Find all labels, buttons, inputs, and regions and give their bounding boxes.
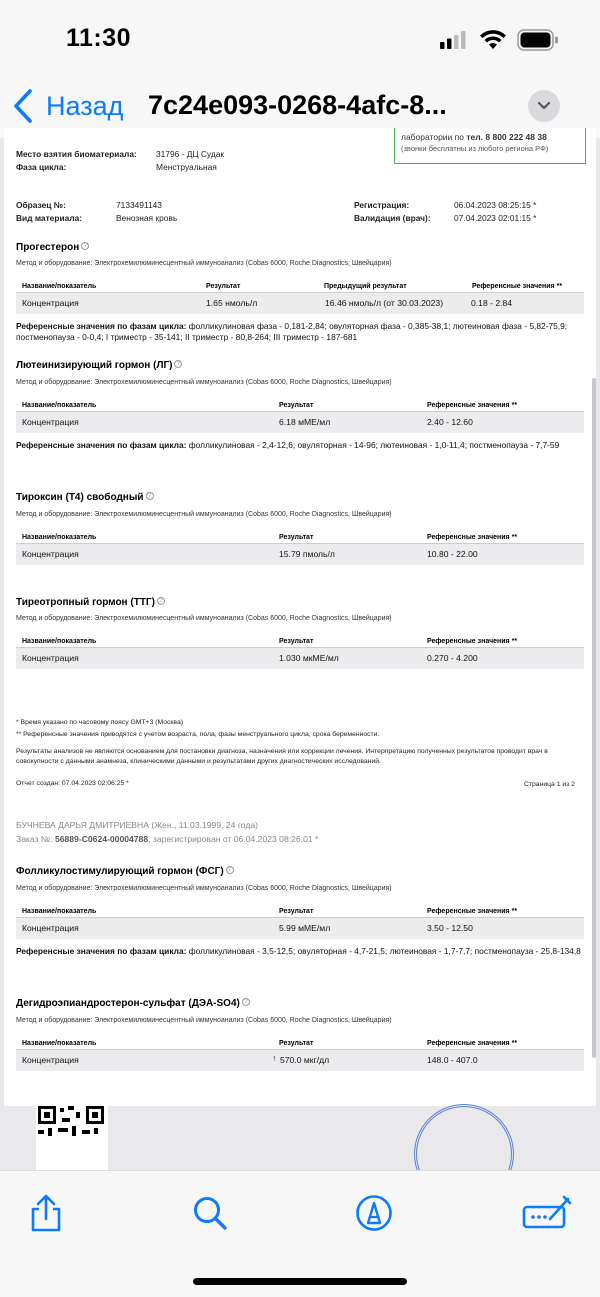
- scrollbar[interactable]: [592, 378, 596, 1058]
- cellular-signal-icon: [440, 31, 466, 49]
- ref-label: Референсные значения по фазам цикла:: [16, 946, 187, 956]
- home-indicator[interactable]: [193, 1278, 407, 1285]
- table-header: Результат: [279, 638, 314, 645]
- validation-label: Валидация (врач):: [354, 213, 431, 223]
- table-header: Референсные значения **: [427, 1040, 518, 1047]
- contact-box: [394, 128, 586, 164]
- chevron-left-icon: [12, 88, 34, 124]
- help-icon[interactable]: ?: [146, 492, 154, 500]
- cell-reference: 3.50 - 12.50: [427, 923, 473, 933]
- ref-text: фолликулиновая - 3,5-12,5; овуляторная - 4,7-21,5; лютеиновая - 1,7-7,7; постменопауза - 25,8-134,8: [188, 946, 581, 956]
- validation-value: 07.04.2023 02:01:15 *: [454, 213, 537, 223]
- cell-result: 15.79 пмоль/л: [279, 549, 335, 559]
- table-header: Референсные значения **: [472, 283, 563, 290]
- cell-previous: 16.46 нмоль/л (от 30.03.2023): [325, 298, 444, 308]
- progesterone-method: Метод и оборудование: Электрохемилюминесцентный иммуноанализ (Cobas 6000, Roche Diagnostics, Швейцария): [16, 260, 392, 267]
- table-header: Название/показатель: [22, 1040, 97, 1047]
- tsh-title: [16, 597, 165, 608]
- contact-line-2: (звонки бесплатны из любого региона РФ): [401, 144, 549, 153]
- patient-info: БУЧНЕВА ДАРЬЯ ДМИТРИЕВНА (Жен., 11.03.1999, 24 года): [16, 820, 259, 830]
- cell-name: Концентрация: [22, 653, 79, 663]
- t4-title: [16, 492, 154, 503]
- cell-result: 1.65 нмоль/л: [206, 298, 258, 308]
- cell-result: 570.0 мкг/дл: [280, 1055, 330, 1065]
- table-row: [16, 648, 584, 669]
- lh-ref-note: [16, 440, 581, 451]
- cell-reference: 148.0 - 407.0: [427, 1055, 478, 1065]
- report-created: Отчет создан: 07.04.2023 02:06:25 *: [16, 780, 129, 787]
- registration-label: Регистрация:: [354, 200, 410, 210]
- lh-title: [16, 360, 182, 371]
- cell-reference: 2.40 - 12.60: [427, 417, 473, 427]
- page-number: Страница 1 из 2: [524, 781, 575, 788]
- table-header: Название/показатель: [22, 402, 97, 409]
- table-header: Предыдущий результат: [324, 283, 407, 290]
- back-button[interactable]: [12, 86, 123, 126]
- cycle-phase-label: Фаза цикла:: [16, 162, 67, 172]
- order-pre: Заказ №:: [16, 834, 55, 844]
- document-viewer[interactable]: [0, 132, 600, 1170]
- sample-value: 7133491143: [116, 200, 162, 210]
- footnote-reference: ** Референсные значения приводятся с учетом возраста, пола, фазы менструального цикла, срока беременности.: [16, 731, 380, 738]
- signature-icon[interactable]: [522, 1193, 572, 1233]
- order-info: [16, 834, 318, 844]
- contact-pre: лаборатории по: [401, 132, 467, 142]
- table-row: [16, 412, 584, 433]
- progesterone-ref-note: [16, 321, 581, 343]
- battery-icon: [517, 29, 559, 51]
- table-header: Название/показатель: [22, 534, 97, 541]
- table-header: Референсные значения **: [427, 402, 518, 409]
- table-header: Референсные значения **: [427, 534, 518, 541]
- ref-label: Референсные значения по фазам цикла:: [16, 440, 187, 450]
- progesterone-title-text: Прогестерон: [16, 242, 80, 253]
- footnote-timezone: * Время указано по часовому поясу GMT+3 (Москва): [16, 719, 183, 726]
- document-title[interactable]: 7c24e093-0268-4afc-8...: [148, 90, 447, 120]
- wifi-icon: [479, 28, 507, 50]
- cycle-phase-value: Менструальная: [156, 162, 217, 172]
- ref-text: фолликулиновая фаза - 0,181-2,84; овуляторная фаза - 0,385-38,1; лютеиновая фаза - 5,82-75,9; постменопауза - 0-0,4; I триместр - 35-141; II триместр - 80,8-264; III триместр - 187-681: [16, 321, 568, 342]
- status-bar: [0, 0, 600, 82]
- fsh-title: [16, 866, 234, 877]
- table-header: Результат: [279, 534, 314, 541]
- arrow-up-icon: ↑: [272, 1053, 277, 1063]
- fsh-title-text: Фолликулостимулирующий гормон (ФСГ): [16, 866, 224, 877]
- t4-title-text: Тироксин (Т4) свободный: [16, 492, 144, 503]
- fsh-ref-note: [16, 946, 581, 957]
- table-header: Результат: [279, 402, 314, 409]
- dhea-title-text: Дегидроэпиандростерон-сульфат (ДЭА-SO4): [16, 998, 240, 1009]
- table-header: Результат: [279, 908, 314, 915]
- sample-label: Образец №:: [16, 200, 66, 210]
- title-menu-button[interactable]: [528, 90, 560, 122]
- status-time: 11:30: [66, 24, 132, 52]
- help-icon[interactable]: ?: [226, 866, 234, 874]
- order-number: 56889-C0624-00004788: [54, 834, 149, 844]
- table-header: Референсные значения **: [427, 638, 518, 645]
- qr-code-icon: [36, 1104, 108, 1176]
- footnote-disclaimer: Результаты анализов не являются основанием для постановки диагноза, назначения или коррекции лечения. Интерпретацию полученных результатов проводит врач в совокупности с данными анамнеза, клиническими данными и результатами других диагностических исследований.: [16, 748, 548, 765]
- cell-reference: 10.80 - 22.00: [427, 549, 478, 559]
- dhea-title: [16, 998, 250, 1009]
- pdf-page-2: [4, 806, 596, 1106]
- cell-name: Концентрация: [22, 923, 79, 933]
- search-icon[interactable]: [190, 1193, 230, 1233]
- table-header: Результат: [279, 1040, 314, 1047]
- help-icon[interactable]: ?: [242, 998, 250, 1006]
- cell-result: 6.18 мМЕ/мл: [279, 417, 331, 427]
- registration-value: 06.04.2023 08:25:15 *: [454, 200, 537, 210]
- cell-reference: 0.270 - 4.200: [427, 653, 478, 663]
- ref-label: Референсные значения по фазам цикла:: [16, 321, 187, 331]
- progesterone-title: [16, 242, 89, 253]
- tsh-method: Метод и оборудование: Электрохемилюминесцентный иммуноанализ (Cobas 6000, Roche Diagnostics, Швейцария): [16, 615, 392, 622]
- lh-title-text: Лютеинизирующий гормон (ЛГ): [16, 360, 173, 371]
- table-row: [16, 918, 584, 939]
- help-icon[interactable]: ?: [157, 597, 165, 605]
- biomaterial-site-label: Место взятия биоматериала:: [16, 149, 137, 159]
- table-row: [16, 1050, 584, 1071]
- help-icon[interactable]: ?: [174, 360, 182, 368]
- biomaterial-site-value: 31796 - ДЦ Судак: [156, 149, 225, 159]
- table-row: [16, 293, 584, 314]
- cell-name: Концентрация: [22, 298, 79, 308]
- table-row: [16, 544, 584, 565]
- cell-name: Концентрация: [22, 1055, 79, 1065]
- share-icon[interactable]: [26, 1193, 66, 1233]
- table-header: Результат: [206, 283, 241, 290]
- tsh-title-text: Тиреотропный гормон (ТТГ): [16, 597, 155, 608]
- cell-reference: 0.18 - 2.84: [471, 298, 513, 308]
- t4-method: Метод и оборудование: Электрохемилюминесцентный иммуноанализ (Cobas 6000, Roche Diagnostics, Швейцария): [16, 511, 392, 518]
- ref-text: фолликулиновая - 2,4-12,6; овуляторная - 14-96; лютеиновая - 1,0-11,4; постменопауза - 7,7-59: [188, 440, 560, 450]
- chevron-down-icon: [537, 101, 551, 111]
- back-label: Назад: [46, 90, 124, 121]
- table-header: Название/показатель: [22, 908, 97, 915]
- cell-name: Концентрация: [22, 549, 79, 559]
- table-header: Референсные значения **: [427, 908, 518, 915]
- order-post: , зарегистрирован от 06.04.2023 08:26:01 *: [148, 834, 319, 844]
- material-value: Венозная кровь: [116, 213, 178, 223]
- material-label: Вид материала:: [16, 213, 83, 223]
- table-header: Название/показатель: [22, 638, 97, 645]
- cell-result: 5.99 мМЕ/мл: [279, 923, 331, 933]
- cell-result: 1.030 мкМЕ/мл: [279, 653, 339, 663]
- fsh-method: Метод и оборудование: Электрохемилюминесцентный иммуноанализ (Cobas 6000, Roche Diagnostics, Швейцария): [16, 885, 392, 892]
- cell-name: Концентрация: [22, 417, 79, 427]
- contact-line-1: [401, 132, 579, 142]
- help-icon[interactable]: ?: [81, 242, 89, 250]
- dhea-method: Метод и оборудование: Электрохемилюминесцентный иммуноанализ (Cobas 6000, Roche Diagnostics, Швейцария): [16, 1017, 392, 1024]
- lh-method: Метод и оборудование: Электрохемилюминесцентный иммуноанализ (Cobas 6000, Roche Diagnostics, Швейцария): [16, 379, 392, 386]
- markup-icon[interactable]: [354, 1193, 394, 1233]
- contact-phone: тел. 8 800 222 48 38: [466, 132, 547, 142]
- table-header: Название/показатель: [22, 283, 97, 290]
